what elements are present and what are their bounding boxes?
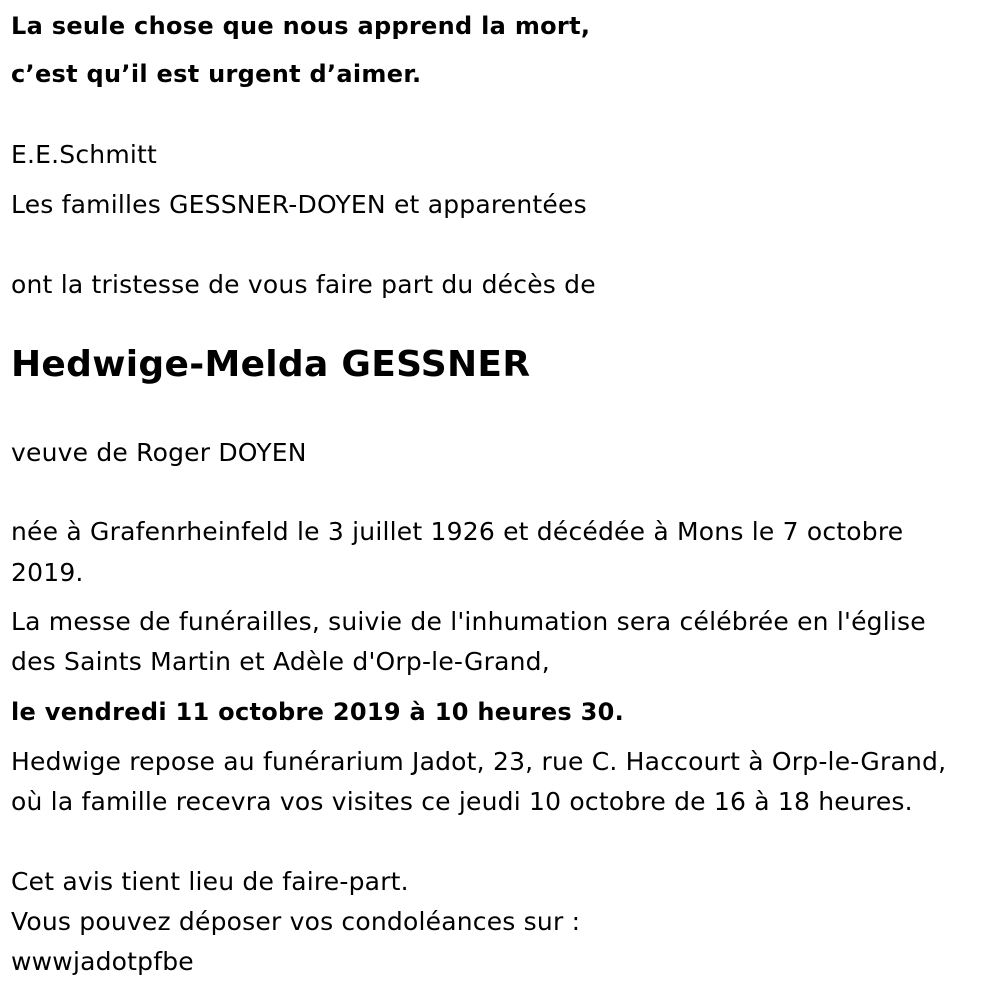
ceremony-line-1: La messe de funérailles, suivie de l'inhumation sera célébrée en l'église [11,607,926,636]
deceased-name: Hedwige-Melda GESSNER [11,344,531,385]
announcement-text: ont la tristesse de vous faire part du décès de [11,270,596,299]
quote-line-2: c’est qu’il est urgent d’aimer. [11,60,422,88]
birth-death-line-2: 2019. [11,558,84,587]
quote-author: E.E.Schmitt [11,140,158,169]
visitation-line-1: Hedwige repose au funérarium Jadot, 23, rue C. Haccourt à Orp-le-Grand, [11,747,947,776]
birth-death-line-1: née à Grafenrheinfeld le 3 juillet 1926 et décédée à Mons le 7 octobre [11,517,904,546]
widow-of: veuve de Roger DOYEN [11,438,307,467]
ceremony-date-time: le vendredi 11 octobre 2019 à 10 heures 30. [11,698,625,726]
closing-line-2: Vous pouvez déposer vos condoléances sur : [11,907,581,936]
family-names: Les familles GESSNER-DOYEN et apparentées [11,190,587,219]
quote-line-1: La seule chose que nous apprend la mort, [11,12,591,40]
closing-line-1: Cet avis tient lieu de faire-part. [11,867,409,896]
condolence-website: wwwjadotpfbe [11,947,194,976]
visitation-line-2: où la famille recevra vos visites ce jeudi 10 octobre de 16 à 18 heures. [11,787,913,816]
ceremony-line-2: des Saints Martin et Adèle d'Orp-le-Grand, [11,647,550,676]
